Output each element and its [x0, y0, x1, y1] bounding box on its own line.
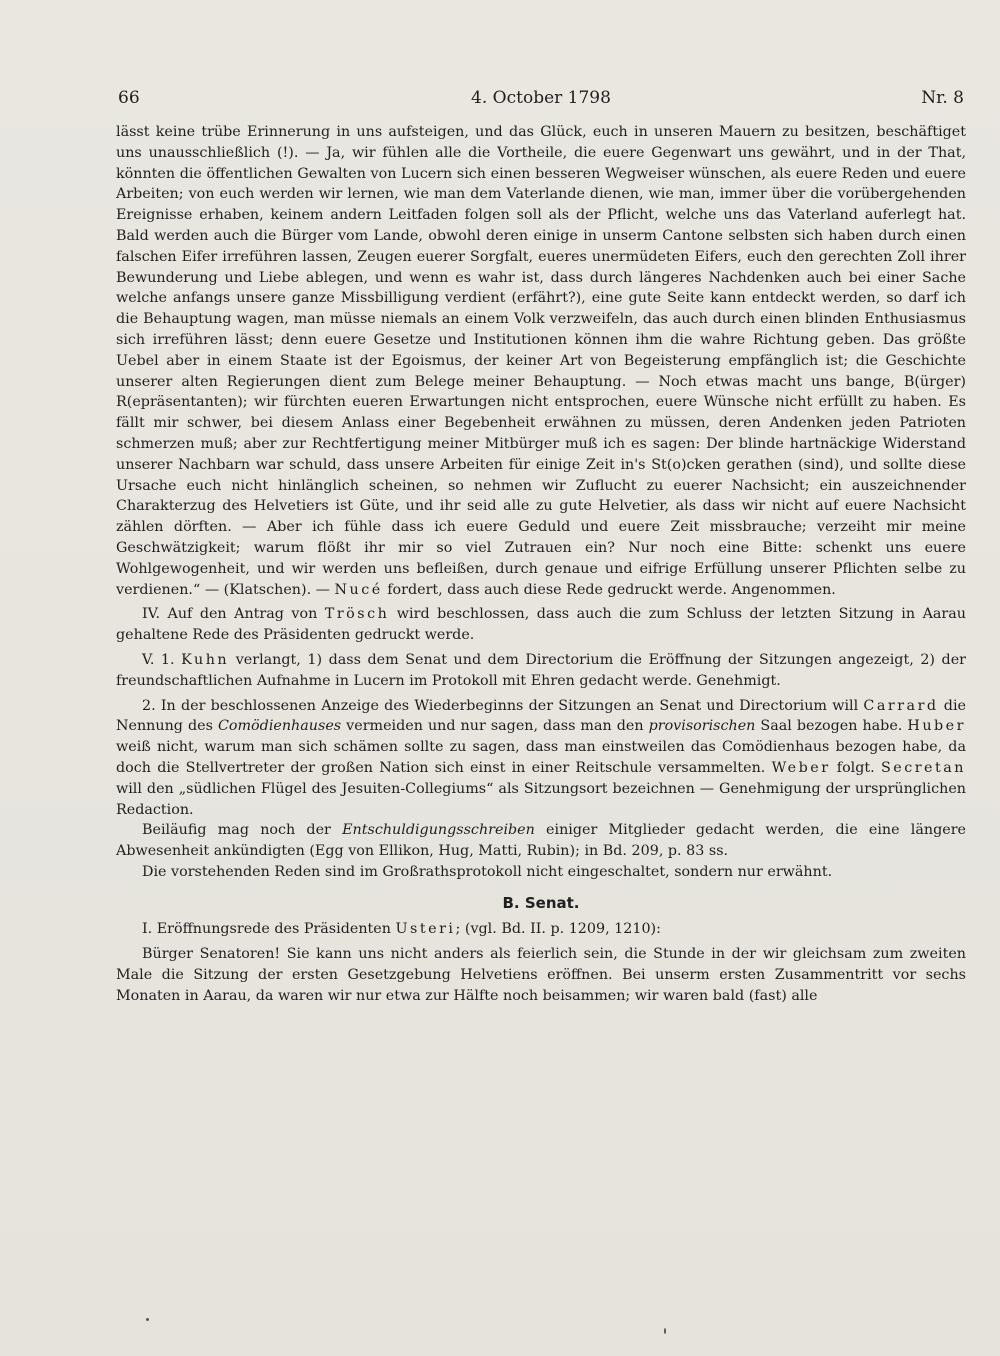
body-text	[116, 122, 966, 1007]
text-segment: 2. In der beschlossenen Anzeige des Wiederbeginns der Sitzungen an Senat und Directorium will	[142, 697, 864, 714]
paragraph-iv	[116, 604, 966, 646]
text-segment: vermeiden und nur sagen, dass man den	[341, 718, 649, 735]
emphasis-term: Entschuldigungsschreiben	[342, 822, 535, 839]
emphasis-term: Comödienhauses	[217, 718, 342, 735]
page-number: 66	[118, 88, 140, 108]
speaker-name: Nucé	[334, 581, 383, 598]
paragraph-reden: Die vorstehenden Reden sind im Großrathsprotokoll nicht eingeschaltet, sondern nur erwähnt.	[142, 863, 833, 880]
text-segment: will den „südlichen Flügel des Jesuiten-Collegiums“ als Sitzungsort bezeichnen — Genehmigung der ursprünglichen Redaction.	[116, 780, 966, 818]
text-segment: verlangt, 1) dass dem Senat und dem Directorium die Eröffnung der Sitzungen angezeigt, 2) der freundschaftlichen Aufnahme in Lucern im Protokoll mit Ehren gedacht werde. Genehmigt.	[116, 651, 966, 689]
speaker-name: Huber	[907, 718, 966, 735]
text-segment: lässt keine trübe Erinnerung in uns aufsteigen, und das Glück, euch in unseren Mauern zu besitzen, beschäftiget uns unausschließlich (!). — Ja, wir fühlen alle die Vortheile, die euere Gegenwart uns gewährt, und in der That, könnten die öffentlichen Gewalten von Lucern sich einen besseren Wegweiser wünschen, als euere Reden und euere Arbeiten; von euch werden wir lernen, wie man dem Vaterlande dienen, wie man, immer über die vorübergehenden Ereignisse erhaben, keinem andern Leitfaden folgen soll als der Pflicht, welche uns das Vaterland auferlegt hat. Bald werden auch die Bürger vom Lande, obwohl deren einige in unserm Cantone selbsten sich haben durch einen falschen Eifer irreführen lassen, Zeugen euerer Sorgfalt, eueres unermüdeten Eifers, euch den gerechten Zoll ihrer Bewunderung und Liebe ablegen, und wenn es wahr ist, dass durch längeres Nachdenken auch bei einer Sache welche anfangs unsere ganze Missbilligung verdient (erfährt?), eine gute Seite kann entdeckt werden, so darf ich die Behauptung wagen, man müsse niemals an einem Volk verzweifeln, das auch durch einen blinden Enthusiasmus sich irreführen lässt; denn euere Gesetze und Institutionen können ihm die wahre Richtung geben. Das größte Uebel aber in einem Staate ist der Egoismus, der keiner Art von Begeisterung empfänglich ist; die Geschichte unserer alten Regierungen dient zum Belege meiner Behauptung. — Noch etwas macht uns bange, B(ürger) R(epräsentanten); wir fürchten eueren Erwartungen nicht entsprochen, euere Wünsche nicht erfüllt zu haben. Es fällt mir schwer, bei diesem Anlass einer Begebenheit erwähnen zu müssen, deren Andenken jeden Patrioten schmerzen muß; aber zur Rechtfertigung meiner Mitbürger muß ich es sagen: Der blinde hartnäckige Widerstand unserer Nachbarn war schuld, dass unsere Arbeiten für einige Zeit in's St(o)cken gerathen (sind), und sollte diese Ursache euch nicht hinlänglich scheinen, so nehmen wir Zuflucht zu euerer Nachsicht; ein auszeichnender Charakterzug des Helvetiers ist Güte, und ihr seid alle zu gute Helvetier, als dass wir nicht auf euere Nachsicht zählen dörften. — Aber ich fühle dass ich euere Geduld und euere Zeit missbrauche; verzeiht mir meine Geschwätzigkeit; warum flößt ihr mir so viel Zutrauen ein? Nur noch eine Bitte: schenkt uns euere Wohlgewogenheit, und wir werden uns befleißen, durch genaue und eifrige Erfüllung unserer Pflichten selbe zu verdienen.“ — (Klatschen). —	[116, 124, 966, 598]
header-date: 4. October 1798	[471, 88, 611, 108]
text-segment: die Nennung des	[116, 697, 966, 735]
paragraph-v1	[116, 650, 966, 692]
paragraph-v2	[116, 696, 966, 821]
text-segment: wird beschlossen, dass auch die zum Schluss der letzten Sitzung in Aarau gehaltene Rede des Präsidenten gedruckt werde.	[116, 606, 966, 644]
text-segment: folgt.	[830, 759, 881, 776]
text-segment: einiger Mitglieder gedacht werden, die eine längere Abwesenheit ankündigten (Egg von Ellikon, Hug, Matti, Rubin); in Bd. 209, p. 83 ss.	[116, 822, 966, 860]
text-segment: I. Eröffnungsrede des Präsidenten	[142, 921, 396, 938]
issue-number: Nr. 8	[921, 88, 964, 108]
text-segment: fordert, dass auch diese Rede gedruckt werde. Angenommen.	[382, 581, 836, 598]
paragraph-senat-i	[116, 919, 966, 940]
speech-continuation-paragraph	[116, 122, 966, 600]
section-title: B. Senat.	[502, 893, 580, 912]
text-segment: Saal bezogen habe.	[755, 718, 908, 735]
paragraph-beilaeufig	[116, 820, 966, 862]
paragraph-senatoren: Bürger Senatoren! Sie kann uns nicht anders als feierlich sein, die Stunde in der wir gleichsam zum zweiten Male die Sitzung der ersten Gesetzgebung Helvetiens eröffnen. Bei unserm ersten Zusammentritt vor sechs Monaten in Aarau, da waren wir nur etwa zur Hälfte noch beisammen; wir waren bald (fast) alle	[116, 946, 966, 1004]
text-segment: V. 1.	[142, 651, 182, 668]
scan-speck	[664, 1328, 666, 1334]
text-segment: weiß nicht, warum man sich schämen sollte zu sagen, dass man einstweilen das Comödienhaus bezogen habe, da doch die Stellvertreter der großen Nation sich einst in einer Reitschule versammelten.	[116, 739, 966, 776]
text-segment: IV. Auf den Antrag von	[142, 606, 325, 623]
text-segment: Beiläufig mag noch der	[142, 822, 343, 839]
speaker-name: Kuhn	[181, 651, 230, 668]
emphasis-term: provisorischen	[648, 718, 756, 735]
speaker-name: Carrard	[863, 697, 939, 714]
scan-speck	[146, 1318, 149, 1321]
speaker-name: Trösch	[324, 606, 390, 623]
speaker-name: Usteri	[395, 921, 456, 938]
page-header	[118, 88, 964, 114]
speaker-name: Secretan	[880, 759, 966, 776]
text-segment: ; (vgl. Bd. II. p. 1209, 1210):	[455, 921, 661, 938]
speaker-name: Weber	[771, 759, 831, 776]
